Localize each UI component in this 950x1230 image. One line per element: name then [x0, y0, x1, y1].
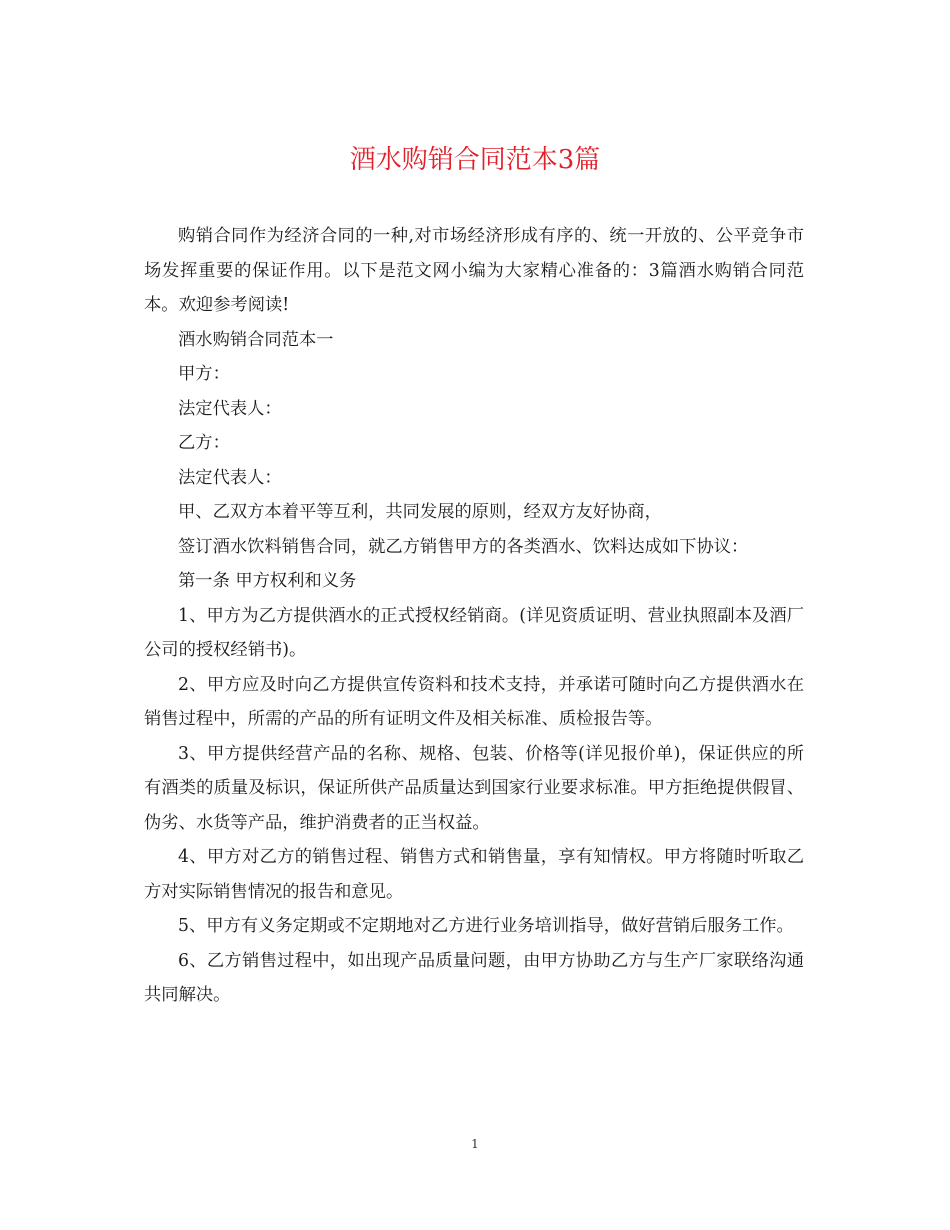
clause-paragraph: 6、乙方销售过程中，如出现产品质量问题，由甲方协助乙方与生产厂家联络沟通共同解决。 [144, 950, 804, 1005]
agreement-preamble: 甲、乙双方本着平等互利，共同发展的原则，经双方友好协商， [178, 502, 662, 522]
document-title: 酒水购销合同范本3篇 [349, 145, 601, 175]
page-number: 1 [471, 1137, 479, 1151]
intro-paragraph: 购销合同作为经济合同的一种,对市场经济形成有序的、统一开放的、公平竞争市场发挥重要的保证作用。以下是范文网小编为大家精心准备的：3篇酒水购销合同范本。欢迎参考阅读! [144, 226, 804, 315]
clause-paragraph: 5、甲方有义务定期或不定期地对乙方进行业务培训指导，做好营销后服务工作。 [178, 916, 794, 936]
article-heading: 第一条 甲方权利和义务 [178, 571, 357, 591]
section-heading: 酒水购销合同范本一 [178, 329, 334, 350]
clause-paragraph: 3、甲方提供经营产品的名称、规格、包装、价格等(详见报价单)，保证供应的所有酒类的质量及标识，保证所供产品质量达到国家行业要求标准。甲方拒绝提供假冒、伪劣、水货等产品，维护消费者的正当权益。 [144, 743, 804, 833]
party-b-representative-line: 法定代表人： [178, 467, 282, 488]
clause-paragraph: 4、甲方对乙方的销售过程、销售方式和销售量，享有知情权。甲方将随时听取乙方对实际销售情况的报告和意见。 [144, 847, 804, 902]
party-b-line: 乙方： [178, 433, 230, 453]
party-a-representative-line: 法定代表人： [178, 398, 282, 419]
document-body [144, 219, 804, 1013]
party-a-line: 甲方： [178, 364, 230, 384]
agreement-purpose: 签订酒水饮料销售合同，就乙方销售甲方的各类酒水、饮料达成如下协议： [178, 536, 749, 557]
clause-paragraph: 2、甲方应及时向乙方提供宣传资料和技术支持，并承诺可随时向乙方提供酒水在销售过程中，所需的产品的所有证明文件及相关标准、质检报告等。 [144, 674, 804, 729]
clause-paragraph: 1、甲方为乙方提供酒水的正式授权经销商。(详见资质证明、营业执照副本及酒厂公司的授权经销书)。 [144, 605, 804, 660]
